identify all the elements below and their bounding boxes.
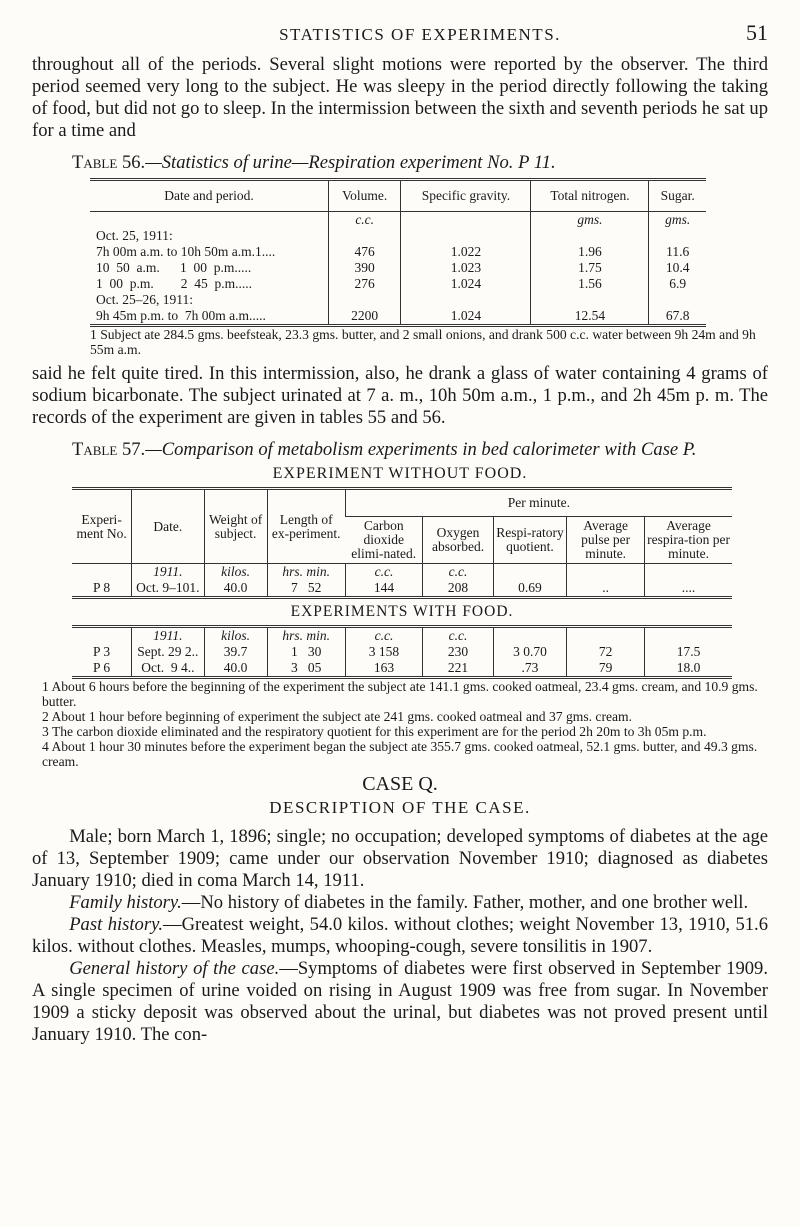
t57-cell: 163 (345, 660, 423, 678)
t56-header-nitrogen: Total nitrogen. (531, 180, 649, 212)
t56-unit-cell: c.c. (329, 212, 401, 229)
middle-paragraph: said he felt quite tired. In this intermission, also, he drank a glass of water containing 4 grams of sodium bicarbonate. The subject urinated at 7 a. m., 10h 50m a.m., 1 p.m., and 2h 45m p. m. The records of the experiment are given in tables 55 and 56. (32, 363, 768, 428)
t57-cell: 7 52 (267, 580, 345, 598)
t57-cell: 40.0 (204, 660, 267, 678)
t57-cell: P 3 (93, 644, 111, 659)
t56-period-cell: Oct. 25, 1911: (96, 228, 173, 243)
t57-cell: Oct. 9 4.. (132, 660, 204, 678)
t57-cell: 144 (345, 580, 423, 598)
t57-header-per-minute: Per minute. (345, 489, 732, 517)
t56-period-cell: 9h 45m p.m. to 7h 00m a.m..... (96, 308, 266, 323)
t57-footnote-1: 1 About 6 hours before the beginning of the experiment the subject ate 141.1 gms. cooked oatmeal, 23.4 gms. cream, and 10.9 gms. butter. (42, 679, 758, 709)
t56-units-row (90, 212, 706, 229)
running-title: STATISTICS OF EXPERIMENTS. (279, 25, 561, 44)
t56-value-cell: 1.96 (531, 244, 649, 260)
t56-unit-cell (90, 212, 329, 229)
t57-footnote-3: 3 The carbon dioxide eliminated and the respiratory quotient for this experiment are for the period 2h 20m to 3h 05m p.m. (42, 724, 707, 739)
t56-value-cell: 1.56 (531, 276, 649, 292)
t57-footnote-2: 2 About 1 hour before beginning of experiment the subject ate 241 gms. cooked oatmeal and 37 gms. cream. (42, 709, 633, 724)
t56-value-cell: 1.024 (401, 276, 531, 292)
t57-header-respiration: Average respira-tion per minute. (645, 517, 732, 564)
table56-label: Table 56. (72, 152, 146, 173)
t56-value-cell: 390 (329, 260, 401, 276)
t57-cell: 3 158 (345, 644, 423, 660)
t56-row (90, 292, 706, 308)
t57-unit-cell: c.c. (423, 564, 494, 581)
intro-paragraph: throughout all of the periods. Several slight motions were reported by the observer. The third period seemed very long to the subject. He was sleepy in the period directly following the taking of food, but did not go to sleep. In the intermission between the sixth and seventh periods he sat up for a time and (32, 54, 768, 141)
t57-unit-cell (72, 627, 132, 645)
t57-unit-cell (645, 627, 732, 645)
t57-cell: 18.0 (645, 660, 732, 678)
t56-value-cell: 1.75 (531, 260, 649, 276)
t57-header-rq: Respi-ratory quotient. (493, 517, 566, 564)
t56-period-cell: 10 50 a.m. 1 00 p.m..... (96, 260, 252, 275)
t56-period-cell: 7h 00m a.m. to 10h 50m a.m.1.... (96, 244, 276, 259)
table57-footnotes (42, 679, 768, 769)
t56-value-cell (401, 292, 531, 308)
t56-value-cell: 67.8 (649, 308, 706, 326)
t57-cell: 72 (567, 644, 645, 660)
family-history (32, 892, 768, 914)
general-history (32, 958, 768, 1046)
t56-row (90, 276, 706, 292)
t57-row (72, 660, 732, 678)
t56-header-sugar: Sugar. (649, 180, 706, 212)
table57-caption (72, 439, 768, 461)
t56-row (90, 228, 706, 244)
t56-value-cell (329, 228, 401, 244)
t57-cell: .. (567, 580, 645, 598)
table57-subheading-without: EXPERIMENT WITHOUT FOOD. (272, 465, 528, 482)
t56-value-cell: 276 (329, 276, 401, 292)
t56-row (90, 308, 706, 326)
t57-row (72, 644, 732, 660)
case-title: CASE Q. (362, 773, 438, 795)
family-history-text: —No history of diabetes in the family. Father, mother, and one brother well. (181, 892, 749, 913)
past-history (32, 914, 768, 958)
running-header (32, 20, 768, 48)
table56-caption (72, 152, 768, 174)
t57-cell: .... (645, 580, 732, 598)
t57-unit-cell: hrs. min. (267, 627, 345, 645)
t57-cell: P 8 (93, 580, 111, 595)
t57-cell: 79 (567, 660, 645, 678)
table57-label: Table 57. (72, 439, 146, 460)
t56-header-volume: Volume. (329, 180, 401, 212)
t56-value-cell (649, 228, 706, 244)
t57-cell: Oct. 9–101. (132, 580, 204, 598)
t57-unit-cell: c.c. (423, 627, 494, 645)
t57-subheading-row (72, 598, 732, 627)
t56-header-gravity: Specific gravity. (401, 180, 531, 212)
t57-cell: .73 (493, 660, 566, 678)
table57-subheading-with: EXPERIMENTS WITH FOOD. (72, 598, 732, 627)
t57-cell: 208 (423, 580, 494, 598)
t57-header-co2: Carbon dioxide elimi-nated. (345, 517, 423, 564)
t57-header-date: Date. (132, 489, 204, 564)
table56-body (90, 212, 706, 326)
table57-title: —Comparison of metabolism experiments in bed calorimeter with Case P. (145, 439, 697, 460)
t57-cell: 40.0 (204, 580, 267, 598)
t56-value-cell (401, 228, 531, 244)
t56-value-cell (649, 292, 706, 308)
past-history-label: Past history. (69, 914, 163, 935)
t56-value-cell: 11.6 (649, 244, 706, 260)
t56-value-cell (531, 228, 649, 244)
table57 (72, 487, 732, 679)
t56-value-cell: 6.9 (649, 276, 706, 292)
t56-period-cell: Oct. 25–26, 1911: (96, 292, 193, 307)
t57-cell: 221 (423, 660, 494, 678)
case-paragraph-1: Male; born March 1, 1896; single; no occupation; developed symptoms of diabetes at the age of 13, September 1909; came under our observation November 1910; diagnosed as diabetes January 1910; died in coma March 14, 1911. (32, 826, 768, 891)
t57-units-row (72, 564, 732, 581)
general-history-text: —Symptoms of diabetes were first observed in September 1909. A single specimen of urine voided on rising in August 1909 was free from sugar. In November 1909 a sticky deposit was observed about the urinal, but diabetes was not proved present until January 1910. The con- (32, 958, 768, 1045)
t56-value-cell: 1.023 (401, 260, 531, 276)
t56-value-cell: 10.4 (649, 260, 706, 276)
general-history-label: General history of the case. (69, 958, 280, 979)
t57-header-exp: Experi-ment No. (72, 489, 132, 564)
family-history-label: Family history. (69, 892, 182, 913)
t57-unit-cell (645, 564, 732, 581)
t57-unit-cell (567, 627, 645, 645)
past-history-text: —Greatest weight, 54.0 kilos. without clothes; weight November 13, 1910, 51.6 kilos. without clothes. Measles, mumps, whooping-cough, severe tonsilitis in 1907. (32, 914, 769, 957)
t57-cell: Sept. 29 2.. (132, 644, 204, 660)
t57-cell: 17.5 (645, 644, 732, 660)
t57-unit-cell: kilos. (204, 564, 267, 581)
t56-value-cell: 1.024 (401, 308, 531, 326)
t57-cell: 0.69 (493, 580, 566, 598)
t57-cell: 230 (423, 644, 494, 660)
t57-header-length: Length of ex-periment. (267, 489, 345, 564)
t57-cell: P 6 (93, 660, 111, 675)
t57-unit-cell: c.c. (345, 564, 423, 581)
table56-footnote: 1 Subject ate 284.5 gms. beefsteak, 23.3 gms. butter, and 2 small onions, and drank 500 c.c. water between 9h 24m and 9h 55m a.m. (90, 327, 756, 357)
t56-value-cell: 476 (329, 244, 401, 260)
t56-value-cell (531, 292, 649, 308)
t57-unit-cell: hrs. min. (267, 564, 345, 581)
t56-period-cell: 1 00 p.m. 2 45 p.m..... (96, 276, 253, 291)
t57-unit-cell: c.c. (345, 627, 423, 645)
t57-cell: 39.7 (204, 644, 267, 660)
t56-unit-cell: gms. (531, 212, 649, 229)
t56-row (90, 260, 706, 276)
t57-cell: 3 05 (267, 660, 345, 678)
t57-unit-cell (72, 564, 132, 581)
t56-unit-cell (401, 212, 531, 229)
table56 (90, 178, 706, 327)
t57-header-oxygen: Oxygen absorbed. (423, 517, 494, 564)
t56-value-cell: 1.022 (401, 244, 531, 260)
table56-title: —Statistics of urine—Respiration experiment No. P 11. (145, 152, 556, 173)
t57-footnote-4: 4 About 1 hour 30 minutes before the experiment began the subject ate 355.7 gms. cooked oatmeal, 52.1 gms. butter, and 49.3 gms. cream. (42, 739, 758, 769)
t57-unit-cell: 1911. (132, 627, 204, 645)
t57-row (72, 580, 732, 598)
t57-unit-cell (493, 627, 566, 645)
t57-unit-cell: kilos. (204, 627, 267, 645)
t57-units-row (72, 627, 732, 645)
t57-unit-cell: 1911. (132, 564, 204, 581)
t57-cell: 1 30 (267, 644, 345, 660)
t56-row (90, 244, 706, 260)
t56-header-date: Date and period. (90, 180, 329, 212)
table57-body (72, 564, 732, 678)
page-number: 51 (746, 20, 768, 45)
t56-value-cell: 12.54 (531, 308, 649, 326)
t57-header-pulse: Average pulse per minute. (567, 517, 645, 564)
t57-cell: 3 0.70 (493, 644, 566, 660)
case-subtitle: DESCRIPTION OF THE CASE. (269, 798, 531, 817)
t56-value-cell: 2200 (329, 308, 401, 326)
page (32, 20, 768, 1046)
t57-header-weight: Weight of subject. (204, 489, 267, 564)
t56-value-cell (329, 292, 401, 308)
t57-unit-cell (567, 564, 645, 581)
t56-unit-cell: gms. (649, 212, 706, 229)
t57-unit-cell (493, 564, 566, 581)
